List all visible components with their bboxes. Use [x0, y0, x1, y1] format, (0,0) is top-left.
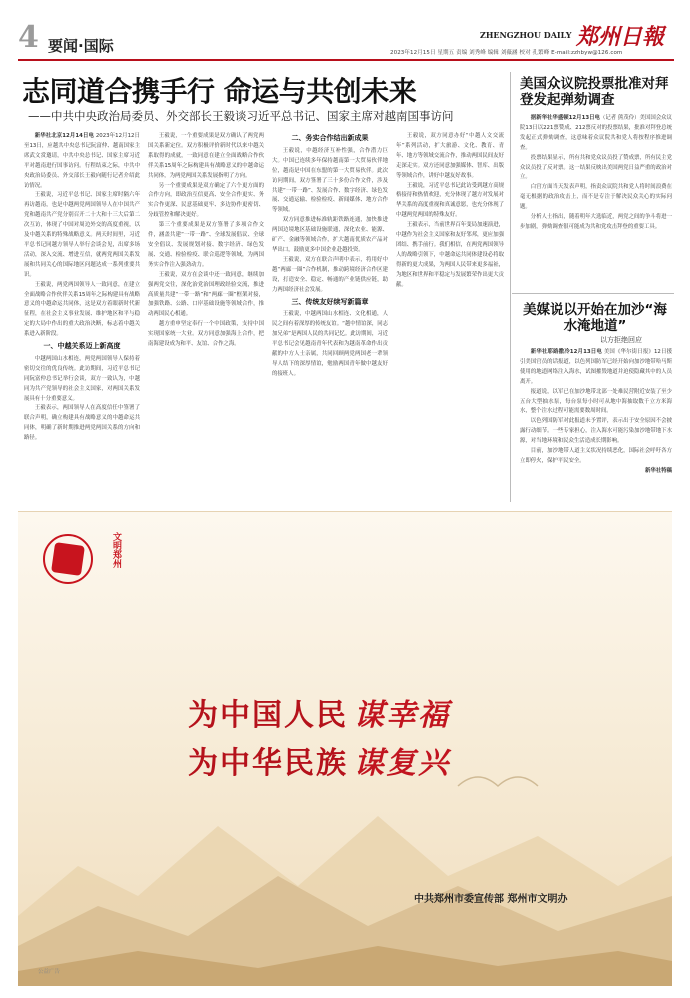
paragraph: 白宫方面当天发表声明，指责众议院共和党人将时间浪费在毫无根据的政治攻击上，而不是专注于解决民众关心的实际问题。	[520, 184, 672, 211]
paragraph: 王毅说，一个重要成果是双方确认了两党两国关系新定位。双方积极评价新时代以来中越关系取得的成就，一致同意在建立全面战略合作伙伴关系15周年之际构建具有战略意义的中越命运共同体，为两党两国关系发展指明了方向。	[148, 133, 264, 179]
right-article-1-headline: 美国众议院投票批准对拜登发起弹劾调查	[520, 76, 669, 108]
page-header	[18, 16, 674, 60]
paragraph: 王毅表示，两国领导人在高度信任中签署了联合声明，确立构建具有战略意义的中越命运共同体，明确了新时期推进两党两国关系的方向和路径。	[24, 405, 140, 442]
paragraph: 美国《华尔街日报》12日援引美国官员的话报道，以色列国防军已经开始向加沙地带哈马斯使用的地道网络注入海水，试图摧毁地道并迫使隐藏其中的人员离开。	[520, 349, 672, 385]
paragraph: 投票结果显示，所有共和党众议员投了赞成票，所有民主党众议员投了反对票。这一结果反映出美国两党日益严重的政治对立。	[520, 154, 672, 181]
civilization-logo-icon	[43, 534, 93, 584]
section-subheading: 一、中越关系迈上新高度	[43, 342, 121, 351]
brand-logo: 郑州日報	[576, 24, 665, 50]
issue-meta: 2023年12月15日 星期五 责编 刘秀峰 编辑 刘薇涵 校对 孔繁峰 E-mail:zzhbyw@126.com	[390, 50, 623, 56]
paragraph: 第三个重要成果是双方签署了多项合作文件，涵盖共建“一带一路”、全球发展倡议、全球安全倡议、发展规划对接、数字经济、绿色发展、交通、检验检疫、联合巡逻等领域，为两国务实合作注入强劲动力。	[148, 222, 264, 268]
logo-label: 文明郑州	[111, 532, 121, 568]
paragraph: 双方同意推进标准轨距铁路连通，加快推进两国边境地区基础设施联通，深化农业、能源、矿产、金融等领域合作，扩大越南优质农产品对华出口，鼓励更多中国企业赴越投资。	[272, 217, 388, 253]
paragraph: 王毅说，双方在会谈中还一致同意，继续加强两党交往，深化治党治国理政经验交流，推进高质量共建“一带一路”和“两廊一圈”框架对接，加强铁路、公路、口岸基础设施等领域合作，推动两国民心相通。	[148, 271, 264, 318]
dateline: 新华社耶路撒冷12月13日电	[530, 349, 602, 355]
header-divider	[18, 59, 674, 61]
right-article-2-body	[520, 348, 672, 504]
slogan-line-2	[188, 738, 450, 782]
right-article-1-body	[520, 114, 672, 286]
paragraph: 王毅表示，当前世界百年变局加速演进，中越作为社会主义国家和友好邻邦，更应加强团结、携手前行。我们相信，在两党两国领导人的战略引领下，中越命运共同体建设必将取得新的更大成果，为两国人民带来更多福祉，为地区和世界和平稳定与发展繁荣作出更大贡献。	[396, 222, 504, 288]
paragraph: 以色列国防军对此报道未予置评，表示出于安全原因不会披露行动细节。一些专家担心，注入海水可能污染加沙地带地下水源，对当地环境和民众生活造成长期影响。	[520, 418, 672, 445]
poster-credit: 公益广告	[38, 969, 61, 975]
right-divider	[512, 293, 674, 294]
reporter: （记者 熊茂伶）	[599, 115, 640, 121]
main-headline: 志同道合携手行 命运与共创未来	[22, 75, 417, 108]
dateline: 据新华社华盛顿12月13日电	[530, 115, 600, 121]
right-article-2-subhead: 以方拒绝回应	[600, 336, 642, 344]
mountain-landscape	[18, 746, 672, 986]
section-title: 要闻·国际	[48, 37, 114, 55]
paragraph: 王毅说，中越经济互补性强，合作潜力巨大。中国已连续多年保持越南第一大贸易伙伴地位，越南是中国在东盟的第一大贸易伙伴。此次访问期间，双方签署了三十多份合作文件，涉及共建“一带一路”、发展合作、数字经济、绿色发展、交通运输、检验检疫、新闻媒体、地方合作等领域。	[272, 147, 388, 214]
poster-sponsors: 中共郑州市委宣传部 郑州市文明办	[414, 894, 568, 905]
paragraph: 中越两国山水相连，两党两国领导人保持着密切交往的优良传统。此访期间，习近平总书记同阮富仲总书记举行会谈，双方一致认为，中越同为共产党领导的社会主义国家，对两国关系发展具有十分重要意义。	[24, 355, 140, 402]
main-article-col-1	[24, 132, 140, 504]
paragraph: 王毅说，中越两国山水相连、文化相通，人民之间有着深厚的传统友谊。“越中情谊深，同志加兄弟”是两国人民的共同记忆。此访期间，习近平总书记会见越南青年代表和为越南革命作出贡献的中方人士亲属，共同回顾两党两国老一辈领导人结下的深厚情谊，勉励两国青年做中越友好的接班人。	[272, 311, 388, 377]
main-article-col-4	[396, 132, 504, 504]
article-source: 新华社特稿	[645, 467, 672, 474]
paragraph: 王毅说，习近平总书记、国家主席时隔六年再访越南，也是中越两党两国领导人在中国共产党和越南共产党分别召开二十大和十三大后第二次互访，体现了中国对周边外交的高度重视，以及中越关系的特殊战略意义。两天时间里，习近平总书记同越方领导人举行会谈会见，出席多场活动，深入交流、增进互信，就两党两国关系发展和共同关心的国际地区问题达成一系列重要共识。	[24, 192, 140, 278]
paragraph: 王毅说，两党两国领导人一致同意，在建立全面战略合作伙伴关系15周年之际构建具有战略意义的中越命运共同体，这是双方着眼新时代新征程，在社会主义事业发展、维护地区和平与稳定的大局中作出的重大政治决断，标志着中越关系进入新阶段。	[24, 281, 140, 338]
slogan-line-1	[188, 690, 450, 734]
paragraph: 越方重申坚定奉行一个中国政策，支持中国实现国家统一大业。双方同意加强海上合作，把南海建设成为和平、友谊、合作之海。	[148, 321, 264, 348]
paragraph: 另一个重要成果是双方确定了六个更方面的合作方向，即政治互信更高、安全合作更实、务实合作更深、民意基础更牢、多边协作更密切、分歧管控和解决更好。	[148, 182, 264, 219]
paragraph: 王毅说，双方在联合声明中表示，将用好中越“两廊一圈”合作机制，推动跨境经济合作区建设，打造安全、稳定、畅通的产业链供应链，助力两国经济社会发展。	[272, 256, 388, 293]
section-subheading: 二、务实合作结出新成果	[291, 134, 369, 142]
main-article-col-3	[272, 132, 388, 504]
paragraph: 王毅说，双方同意办好“中越人文交流年”系列活动，扩大旅游、文化、教育、青年、地方等领域交流合作，推动两国民间友好走深走实。双方还同意加强媒体、智库、出版等领域合作，讲好中越友好故事。	[396, 133, 504, 179]
dateline: 新华社北京12月14日电	[34, 133, 94, 139]
paragraph: 目前，加沙地带人道主义状况持续恶化，国际社会呼吁各方立即停火，保护平民安全。	[520, 448, 672, 464]
public-service-poster	[18, 511, 672, 986]
page-number: 4	[18, 20, 39, 55]
slogan-script: 谋复兴	[354, 746, 450, 781]
main-subhead: ——中共中央政治局委员、外交部长王毅谈习近平总书记、国家主席对越南国事访问	[28, 109, 454, 123]
column-divider	[510, 72, 511, 502]
main-article-col-2	[148, 132, 264, 504]
right-article-2-headline: 美媒说以开始在加沙“海水淹地道”	[523, 302, 667, 334]
slogan-script: 谋幸福	[354, 698, 450, 733]
paragraph: 美国国会众议院13日以221票赞成、212票反对的投票结果，批准对拜登总统发起正式弹劾调查，这意味着众议院共和党人将按程序推进调查。	[520, 115, 672, 151]
paragraph: 报道说，以军已在加沙地带北部一处难民营附近安装了至少五台大型抽水泵，每台泵每小时可从地中海抽取数千立方米海水，整个注水过程可能需要数周时间。	[520, 388, 672, 415]
paragraph: 2023年12月12日至13日，应越共中央总书记阮富仲、越南国家主席武文赏邀请，中共中央总书记、国家主席习近平对越南进行国事访问。行程结束之际，中共中央政治局委员、外交部长王毅向随行记者介绍此访情况。	[24, 133, 140, 189]
section-subheading: 三、传统友好续写新篇章	[291, 297, 369, 306]
paragraph: 分析人士指出，随着明年大选临近，两党之间的争斗将进一步加剧，弹劾调查很可能成为共和党攻击拜登的重要工具。	[520, 214, 672, 230]
slogan-text: 为中华民族	[188, 746, 348, 781]
slogan-text: 为中国人民	[188, 698, 348, 733]
brand-english: ZHENGZHOU DAILY	[480, 30, 572, 40]
paragraph: 王毅说，习近平总书记此访受到越方高规格接待和热情欢迎，充分体现了越方对发展对华关系的高度重视和真诚意愿，也充分体现了中越两党两国的特殊友好。	[396, 182, 504, 219]
